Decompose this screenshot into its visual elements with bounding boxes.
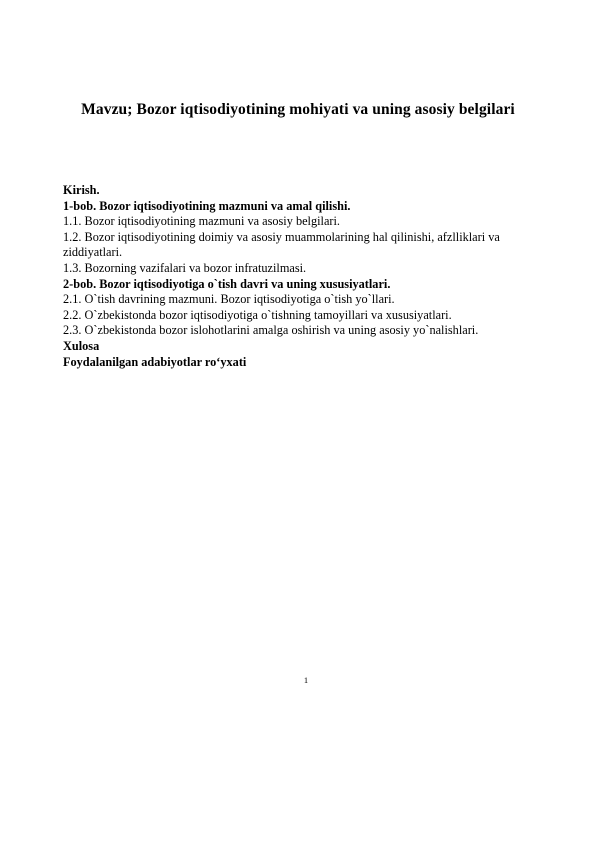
toc-line: Xulosa [63,338,100,353]
toc-line: Foydalanilgan adabiyotlar ro‘yxati [63,354,247,369]
toc-line: 2.1. O`tish davrining mazmuni. Bozor iqtisodiyotiga o`tish yo`llari. [63,292,395,307]
toc-line: 2.2. O`zbekistonda bozor iqtisodiyotiga o`tishning tamoyillari va xususiyatlari. [63,307,452,322]
document-title: Mavzu; Bozor iqtisodiyotining mohiyati va uning asosiy belgilari [81,101,515,118]
toc-line: 1.3. Bozorning vazifalari va bozor infratuzilmasi. [63,260,307,275]
toc-line: Kirish. [63,183,100,197]
toc-line: 1-bob. Bozor iqtisodiyotining mazmuni va amal qilishi. [63,198,351,213]
toc-line: 1.1. Bozor iqtisodiyotining mazmuni va asosiy belgilari. [63,214,340,229]
table-of-contents [63,183,553,370]
page-number: 1 [303,675,309,685]
toc-line: 2.3. O`zbekistonda bozor islohotlarini amalga oshirish va uning asosiy yo`nalishlari. [63,323,479,338]
toc-line: 1.2. Bozor iqtisodiyotining doimiy va asosiy muammolarining hal qilinishi, afzlliklari va ziddiyatlari. [63,229,500,260]
toc-line: 2-bob. Bozor iqtisodiyotiga o`tish davri va uning xususiyatlari. [63,276,391,291]
